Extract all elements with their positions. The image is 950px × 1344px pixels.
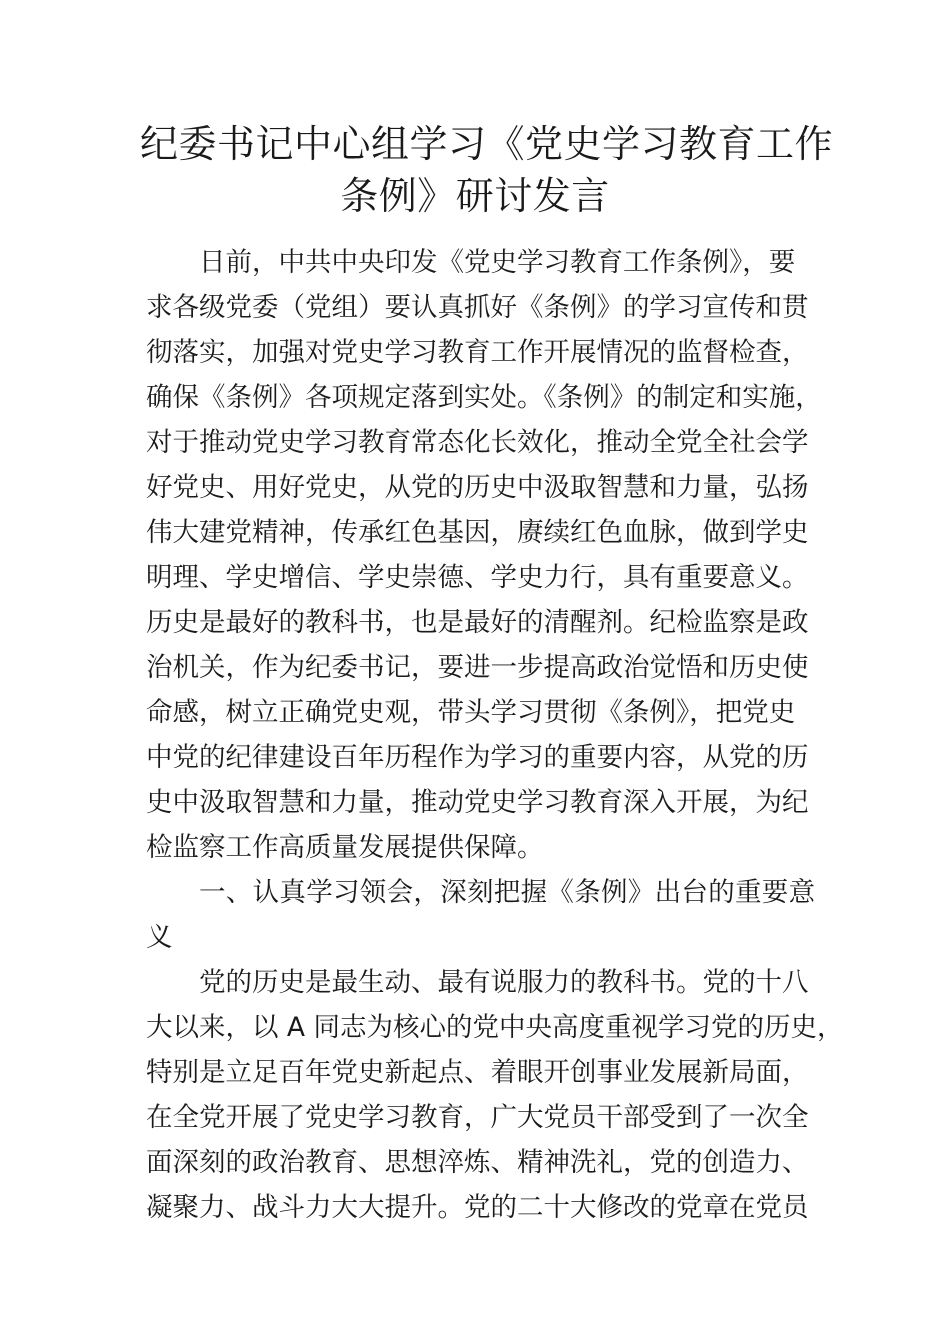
heading-line: 一、认真学习领会，深刻把握《条例》出台的重要意: [199, 877, 816, 908]
text-line: 求各级党委（党组）要认真抓好《条例》的学习宣传和贯: [146, 292, 809, 323]
text-line: 彻落实，加强对党史学习教育工作开展情况的监督检查，: [146, 337, 809, 368]
text-line: 日前，中共中央印发《党史学习教育工作条例》，要: [199, 247, 796, 278]
text-line: 命感，树立正确党史观，带头学习贯彻《条例》，把党史: [146, 697, 796, 728]
paragraph-section-1: [146, 960, 844, 1230]
document-body: [146, 240, 844, 1230]
text-line: 对于推动党史学习教育常态化长效化，推动全党全社会学: [146, 427, 809, 458]
section-heading-1: [146, 870, 816, 960]
title-line-1: 纪委书记中心组学习《党史学习教育工作: [140, 122, 834, 166]
text-line: 面深刻的政治教育、思想淬炼、精神洗礼，党的创造力、: [146, 1147, 809, 1178]
text-line: 大以来，以 A 同志为核心的党中央高度重视学习党的历史，: [146, 1012, 844, 1043]
text-line: 治机关，作为纪委书记，要进一步提高政治觉悟和历史使: [146, 652, 809, 683]
text-line: 明理、学史增信、学史崇德、学史力行，具有重要意义。: [146, 562, 809, 593]
text-line: 历史是最好的教科书，也是最好的清醒剂。纪检监察是政: [146, 607, 809, 638]
text-line: 史中汲取智慧和力量，推动党史学习教育深入开展，为纪: [146, 787, 809, 818]
text-line: 伟大建党精神，传承红色基因，赓续红色血脉，做到学史: [146, 517, 809, 548]
text-line: 中党的纪律建设百年历程作为学习的重要内容，从党的历: [146, 742, 809, 773]
text-line: 凝聚力、战斗力大大提升。党的二十大修改的党章在党员: [146, 1192, 809, 1223]
heading-line: 义: [146, 922, 173, 953]
text-line: 特别是立足百年党史新起点、着眼开创事业发展新局面，: [146, 1057, 809, 1088]
title-line-2: 条例》研讨发言: [340, 174, 610, 218]
text-line: 确保《条例》各项规定落到实处。《条例》的制定和实施，: [146, 382, 822, 413]
text-line: 在全党开展了党史学习教育，广大党员干部受到了一次全: [146, 1102, 809, 1133]
paragraph-intro: [146, 240, 822, 870]
text-line: 检监察工作高质量发展提供保障。: [146, 832, 544, 863]
text-line: 党的历史是最生动、最有说服力的教科书。党的十八: [199, 967, 809, 998]
document-title: [140, 118, 834, 222]
text-line: 好党史、用好党史，从党的历史中汲取智慧和力量，弘扬: [146, 472, 809, 503]
